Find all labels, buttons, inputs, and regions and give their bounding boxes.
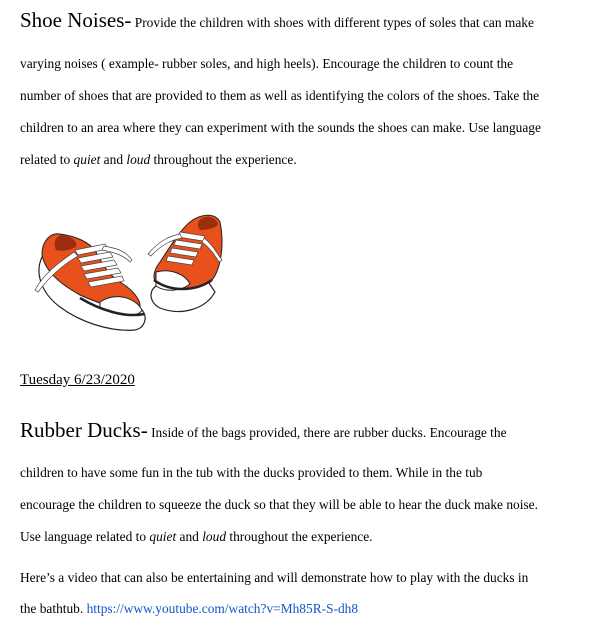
rubber-ducks-line-2: children to have some fun in the tub with the ducks provided to them. While in the tub xyxy=(20,465,483,480)
sneakers-image xyxy=(20,192,230,347)
shoe-noises-line-5 xyxy=(20,152,297,168)
text-fragment: Use language related to xyxy=(20,529,150,544)
rubber-ducks-line-4 xyxy=(20,529,373,545)
rubber-ducks-title: Rubber Ducks- xyxy=(20,418,148,442)
youtube-video-link[interactable]: https://www.youtube.com/watch?v=Mh85R-S-dh8 xyxy=(86,601,359,616)
sneakers-icon xyxy=(20,192,230,347)
text-fragment: and xyxy=(100,152,127,167)
shoe-noises-line-1 xyxy=(20,8,534,32)
rubber-ducks-text-1: Inside of the bags provided, there are rubber ducks. Encourage the xyxy=(147,425,507,440)
text-fragment: throughout the experience. xyxy=(226,529,373,544)
shoe-noises-title: Shoe Noises- xyxy=(20,8,132,32)
rubber-ducks-line-3: encourage the children to squeeze the duck so that they will be able to hear the duck make noise. xyxy=(20,497,538,512)
video-intro-line: Here’s a video that can also be entertaining and will demonstrate how to play with the ducks in xyxy=(20,570,529,585)
shoe-noises-line-3: number of shoes that are provided to them as well as identifying the colors of the shoes. Take the xyxy=(20,88,540,103)
text-fragment: related to xyxy=(20,152,74,167)
shoe-noises-line-4: children to an area where they can experiment with the sounds the shoes can make. Use language xyxy=(20,120,541,135)
text-fragment: the bathtub. xyxy=(20,601,87,616)
shoe-noises-text-1: Provide the children with shoes with different types of soles that can make xyxy=(131,15,534,30)
shoe-noises-line-2: varying noises ( example- rubber soles, and high heels). Encourage the children to count the xyxy=(20,56,514,71)
rubber-ducks-line-1 xyxy=(20,418,507,442)
video-link-line xyxy=(20,601,358,617)
quiet-emphasis: quiet xyxy=(73,152,101,167)
loud-emphasis: loud xyxy=(202,529,227,544)
text-fragment: throughout the experience. xyxy=(150,152,297,167)
date-heading: Tuesday 6/23/2020 xyxy=(20,372,135,388)
text-fragment: and xyxy=(176,529,203,544)
quiet-emphasis: quiet xyxy=(149,529,177,544)
loud-emphasis: loud xyxy=(126,152,151,167)
